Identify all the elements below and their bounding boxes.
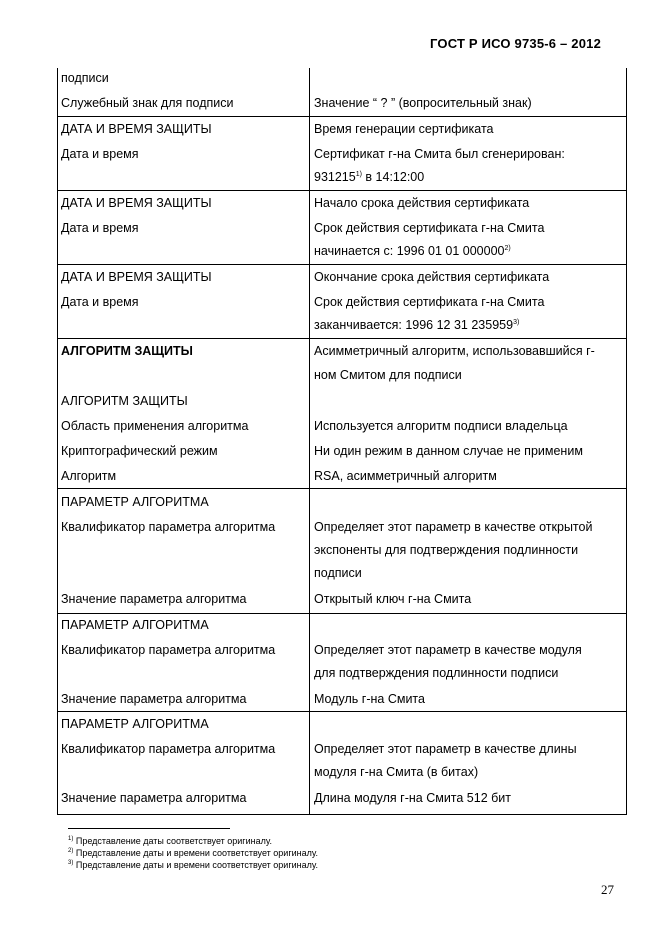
table-cell-description	[314, 418, 568, 434]
table-cell-field: Значение параметра алгоритма	[61, 592, 247, 606]
table-cell-field: Квалификатор параметра алгоритма	[61, 742, 276, 756]
row-separator	[58, 264, 626, 265]
row-separator	[58, 338, 626, 339]
description-text: ном Смитом для подписи	[314, 368, 462, 382]
footnote-reference: 1)	[355, 170, 362, 178]
table-cell-description	[314, 468, 497, 484]
description-text: Ни один режим в данном случае не применим	[314, 444, 583, 458]
table-cell-description	[314, 642, 582, 658]
description-text: Определяет этот параметр в качестве модуля	[314, 643, 582, 657]
table-cell-description	[314, 121, 493, 137]
table-cell-description	[314, 542, 578, 558]
description-text: экспоненты для подтверждения подлинности	[314, 543, 579, 557]
footnote-reference: 3)	[513, 318, 520, 326]
table-cell-field: ДАТА И ВРЕМЯ ЗАЩИТЫ	[61, 196, 212, 210]
table-cell-description	[314, 146, 565, 162]
table-cell-field: ПАРАМЕТР АЛГОРИТМА	[61, 717, 209, 731]
description-text: Модуль г-на Смита	[314, 692, 425, 706]
description-text: Окончание срока действия сертификата	[314, 270, 550, 284]
footnote-text: Представление даты и времени соответствует оригиналу.	[73, 848, 318, 858]
footnote-separator	[68, 828, 230, 829]
footnote-mark: 1)	[68, 836, 74, 842]
table-cell-description	[314, 95, 532, 111]
row-separator	[58, 488, 626, 489]
description-text: Определяет этот параметр в качестве длины	[314, 742, 577, 756]
footnote-text: Представление даты и времени соответствует оригиналу.	[73, 860, 318, 870]
table-cell-description	[314, 343, 595, 359]
description-text: Используется алгоритм подписи владельца	[314, 419, 568, 433]
description-text: модуля г-на Смита (в битах)	[314, 765, 479, 779]
description-text: подписи	[314, 566, 362, 580]
table-cell-description	[314, 243, 511, 259]
table-cell-description	[314, 317, 519, 333]
footnote	[68, 860, 318, 871]
table-cell-description	[314, 169, 424, 185]
description-text-continued: в 14:12:00	[361, 170, 425, 184]
footnote-text: Представление даты соответствует оригиналу.	[73, 836, 272, 846]
table-cell-description	[314, 269, 549, 285]
description-text: 931215	[314, 170, 356, 184]
table-cell-field: Область применения алгоритма	[61, 419, 249, 433]
table-cell-field: Служебный знак для подписи	[61, 96, 234, 110]
column-divider	[309, 68, 310, 814]
description-text: начинается с: 1996 01 01 000000	[314, 244, 505, 258]
table-cell-field: Дата и время	[61, 295, 139, 309]
footnote-reference: 2)	[504, 244, 511, 252]
description-text: Срок действия сертификата г-на Смита	[314, 295, 545, 309]
table-cell-field: Алгоритм	[61, 469, 117, 483]
table-cell-field: АЛГОРИТМ ЗАЩИТЫ	[61, 394, 188, 408]
table-cell-description	[314, 195, 529, 211]
table-cell-field: ПАРАМЕТР АЛГОРИТМА	[61, 495, 209, 509]
table-cell-field: подписи	[61, 71, 109, 85]
table-cell-description	[314, 220, 544, 236]
description-text: Время генерации сертификата	[314, 122, 494, 136]
table-cell-description	[314, 519, 592, 535]
description-text: для подтверждения подлинности подписи	[314, 666, 559, 680]
table-cell-description	[314, 741, 577, 757]
row-separator	[58, 190, 626, 191]
row-separator	[58, 711, 626, 712]
description-text: заканчивается: 1996 12 31 235959	[314, 318, 514, 332]
footnote-mark: 2)	[68, 848, 74, 854]
table-cell-field: Дата и время	[61, 147, 139, 161]
row-separator	[58, 116, 626, 117]
page-number: 27	[601, 882, 614, 897]
description-text: Длина модуля г-на Смита 512 бит	[314, 791, 512, 805]
table-cell-field: Значение параметра алгоритма	[61, 692, 247, 706]
table-cell-field: АЛГОРИТМ ЗАЩИТЫ	[61, 344, 193, 358]
description-text: Значение “ ? ” (вопросительный знак)	[314, 96, 532, 110]
document-code-header: ГОСТ Р ИСО 9735-6 – 2012	[430, 36, 601, 51]
table-cell-field: Квалификатор параметра алгоритма	[61, 520, 276, 534]
table-cell-description	[314, 367, 462, 383]
footnote	[68, 836, 272, 847]
description-text: RSA, асимметричный алгоритм	[314, 469, 497, 483]
table-cell-description	[314, 665, 558, 681]
footnote-mark: 3)	[68, 860, 74, 866]
table-cell-field: ДАТА И ВРЕМЯ ЗАЩИТЫ	[61, 270, 212, 284]
content-table	[57, 68, 627, 815]
description-text: Определяет этот параметр в качестве открытой	[314, 520, 593, 534]
table-cell-description	[314, 790, 511, 806]
table-cell-field: ПАРАМЕТР АЛГОРИТМА	[61, 618, 209, 632]
description-text: Срок действия сертификата г-на Смита	[314, 221, 545, 235]
description-text: Начало срока действия сертификата	[314, 196, 530, 210]
table-cell-description	[314, 443, 583, 459]
description-text: Открытый ключ г-на Смита	[314, 592, 472, 606]
table-cell-field: Квалификатор параметра алгоритма	[61, 643, 276, 657]
table-cell-field: Значение параметра алгоритма	[61, 791, 247, 805]
row-separator	[58, 613, 626, 614]
description-text: Сертификат г-на Смита был сгенерирован:	[314, 147, 565, 161]
table-cell-field: Криптографический режим	[61, 444, 218, 458]
description-text: Асимметричный алгоритм, использовавшийся г-	[314, 344, 595, 358]
table-cell-field: Дата и время	[61, 221, 139, 235]
table-cell-description	[314, 691, 425, 707]
table-cell-description	[314, 565, 362, 581]
table-cell-description	[314, 294, 544, 310]
table-cell-description	[314, 764, 478, 780]
table-cell-description	[314, 591, 471, 607]
table-cell-field: ДАТА И ВРЕМЯ ЗАЩИТЫ	[61, 122, 212, 136]
footnote	[68, 848, 318, 859]
